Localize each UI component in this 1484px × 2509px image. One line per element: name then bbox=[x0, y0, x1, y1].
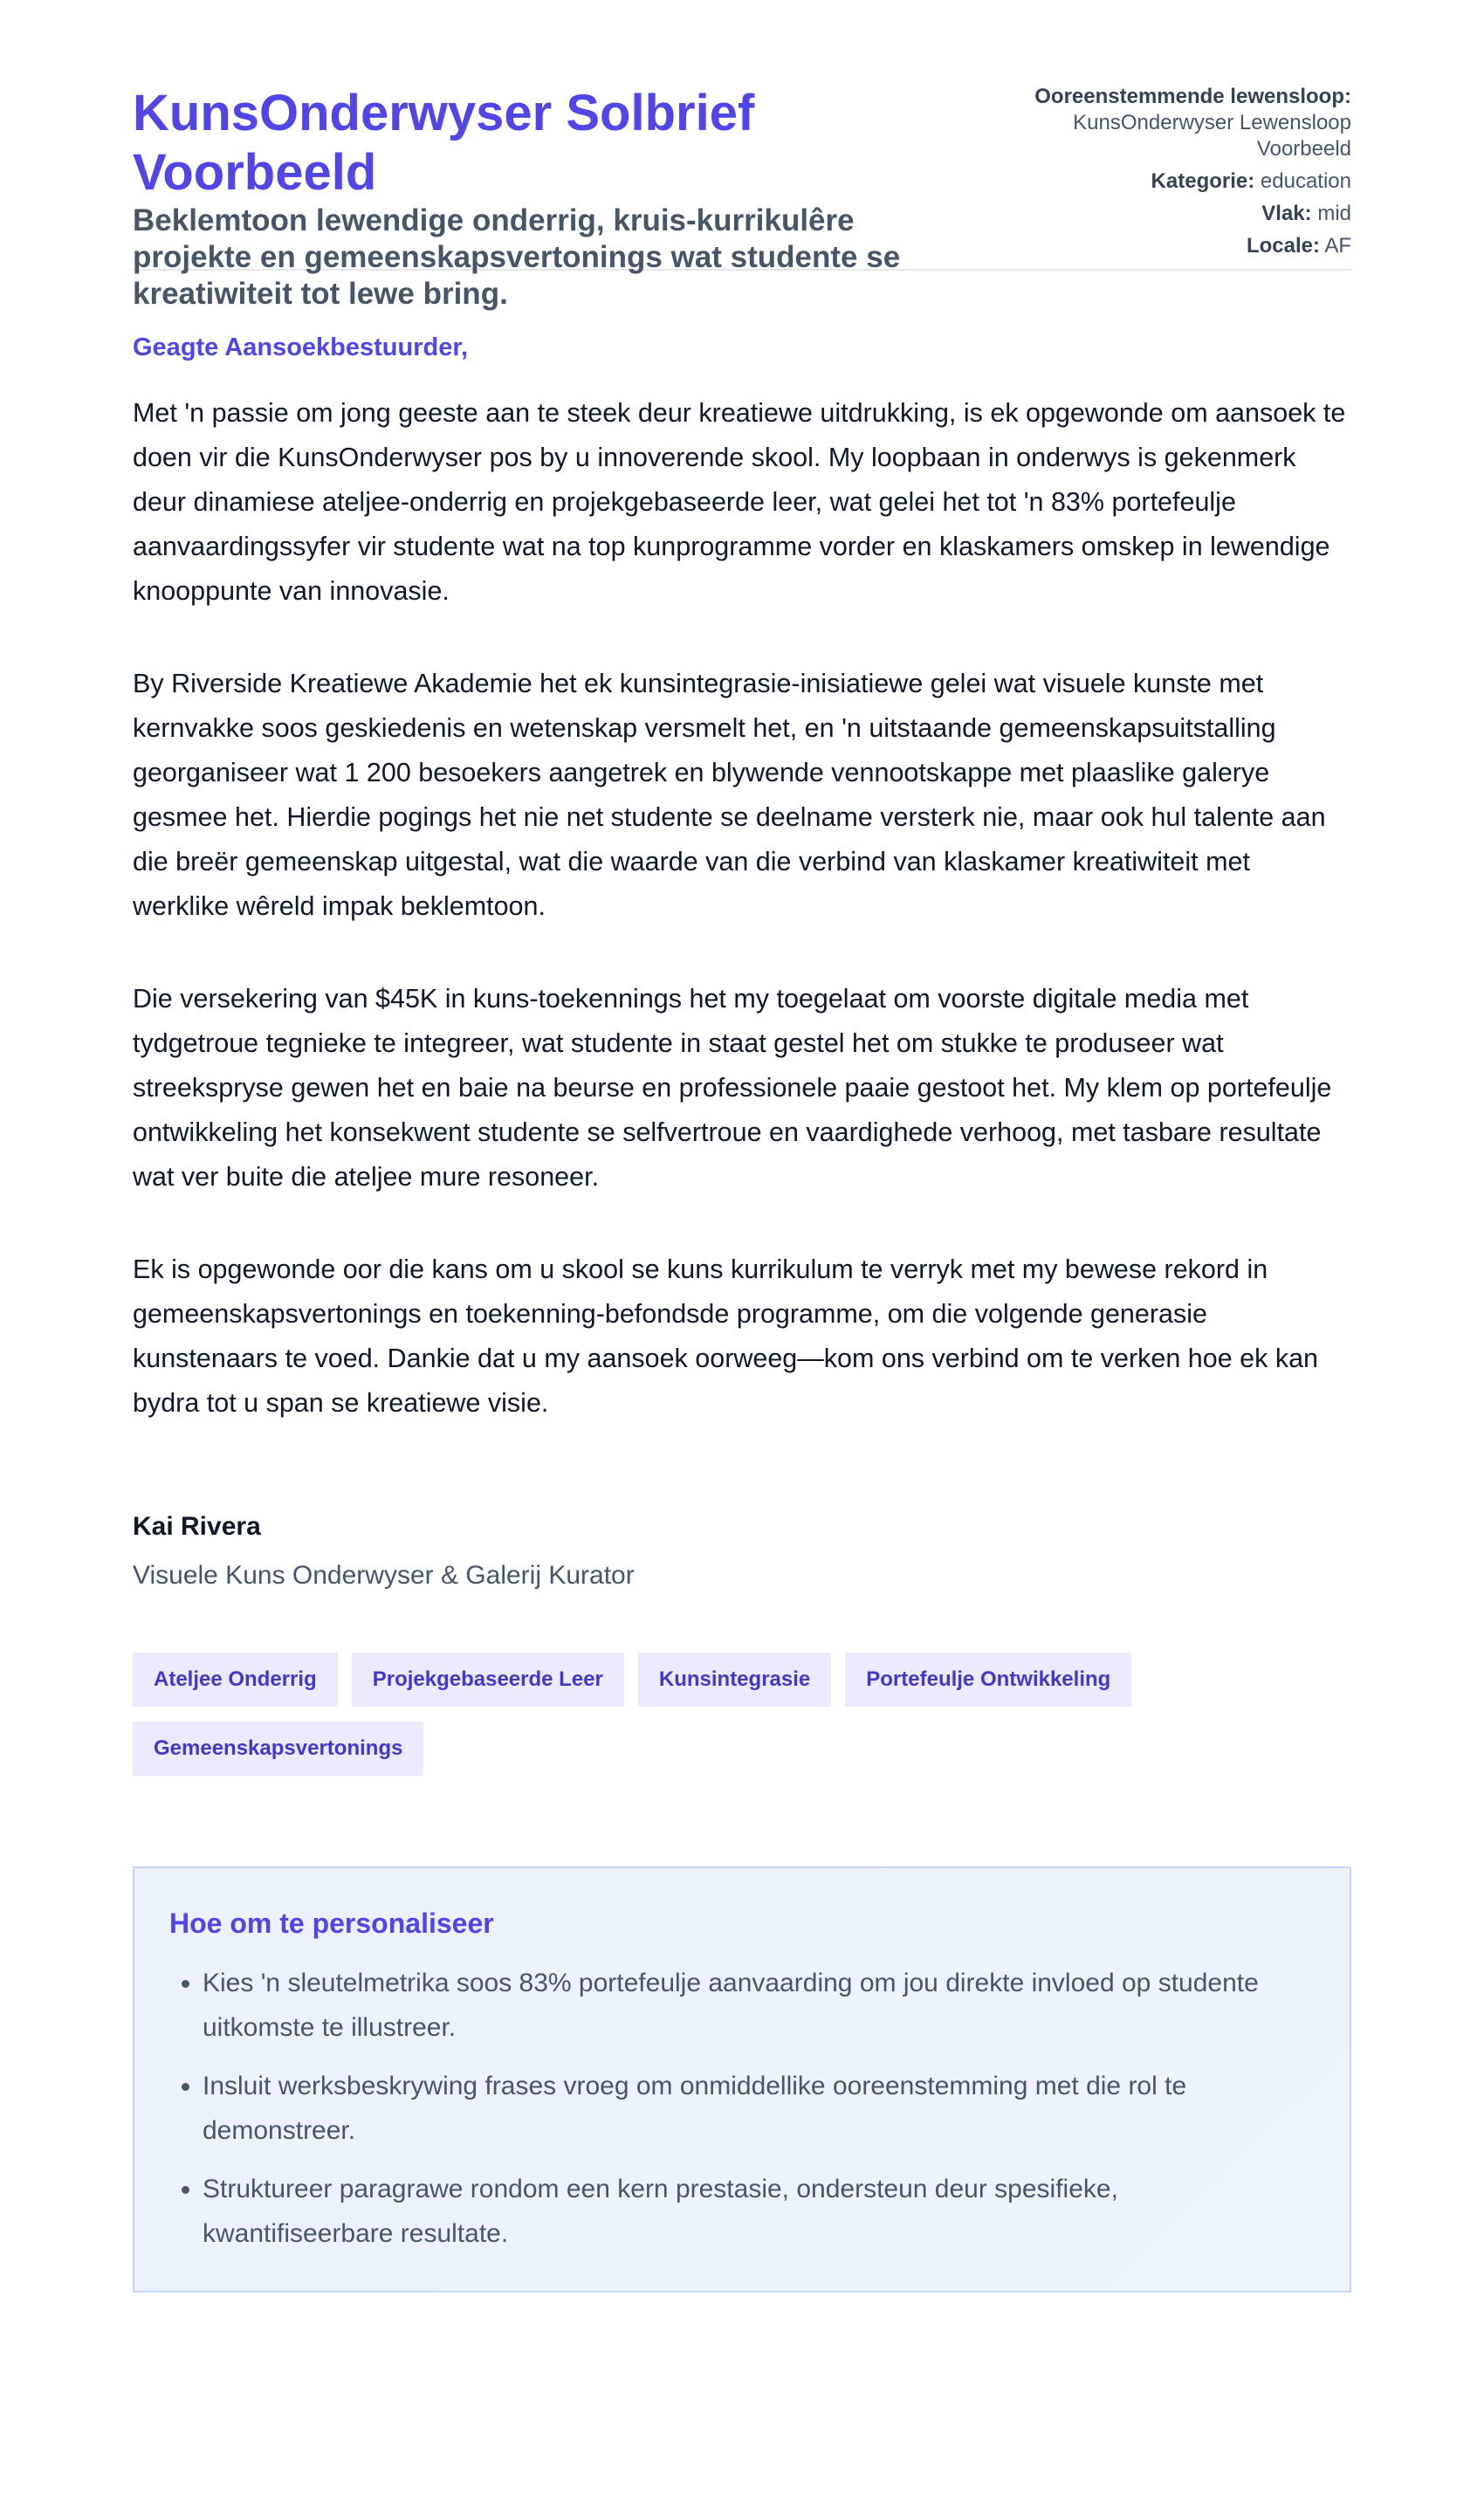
skill-tag: Ateljee Onderrig bbox=[133, 1653, 338, 1707]
meta-matching-resume-label: Ooreenstemmende lewensloop: bbox=[1034, 85, 1351, 108]
skill-tag: Portefeulje Ontwikkeling bbox=[845, 1653, 1131, 1707]
letter-body bbox=[133, 330, 1351, 1593]
personalization-tips bbox=[133, 1866, 1351, 2292]
page-subtitle: Beklemtoon lewendige onderrig, kruis-kurrikulêre projekte en gemeenskapsvertonings wat studente se kreatiwiteit tot lewe bring. bbox=[133, 203, 901, 311]
meta-level bbox=[985, 201, 1351, 227]
meta-level-label: Vlak: bbox=[1261, 202, 1312, 225]
meta-category-label: Kategorie: bbox=[1151, 169, 1255, 193]
tips-list bbox=[169, 1961, 1315, 2256]
skill-tag: Projekgebaseerde Leer bbox=[352, 1653, 624, 1707]
tips-item: • Kies 'n sleutelmetrika soos 83% portefeulje aanvaarding om jou direkte invloed op studente uitkomste te illustreer. bbox=[203, 1961, 1315, 2050]
header bbox=[133, 0, 1351, 311]
page-title: KunsOnderwyser Solbrief Voorbeeld bbox=[133, 85, 755, 201]
letter-greeting: Geagte Aansoekbestuurder, bbox=[133, 333, 469, 361]
signature-title: Visuele Kuns Onderwyser & Galerij Kurator bbox=[133, 1561, 635, 1590]
meta-locale-label: Locale: bbox=[1246, 234, 1320, 258]
meta-category-value: education bbox=[1260, 169, 1351, 193]
tips-heading: Hoe om te personaliseer bbox=[169, 1908, 494, 1939]
meta-matching-resume-value: KunsOnderwyser Lewensloop Voorbeeld bbox=[1073, 111, 1351, 161]
meta-level-value: mid bbox=[1317, 202, 1351, 225]
letter-paragraph: Met 'n passie om jong geeste aan te steek deur kreatiewe uitdrukking, is ek opgewonde om aansoek te doen vir die KunsOnderwyser pos by u innoverende skool. My loopbaan in onderwys is gekenmerk deur dinamiese ateljee-onderrig en projekgebaseerde leer, wat gelei het tot 'n 83% portefeulje aanvaardingssyfer vir studente wat na top kunprogramme vorder en klaskamers omskep in lewendige knooppunte van innovasie. bbox=[133, 398, 1346, 606]
tips-item: • Insluit werksbeskrywing frases vroeg om onmiddellike ooreenstemming met die rol te demonstreer. bbox=[203, 2064, 1315, 2153]
meta-locale bbox=[985, 233, 1351, 259]
skill-tags bbox=[133, 1653, 1351, 1776]
skill-tag: Gemeenskapsvertonings bbox=[133, 1722, 423, 1776]
letter-paragraph: Ek is opgewonde oor die kans om u skool se kuns kurrikulum te verryk met my bewese rekord in gemeenskapsvertonings en toekenning-befondsde programme, om die volgende generasie kunstenaars te voed. Dankie dat u my aansoek oorweeg—kom ons verbind om te verken hoe ek kan bydra tot u span se kreatiewe visie. bbox=[133, 1254, 1319, 1418]
skill-tag: Kunsintegrasie bbox=[638, 1653, 831, 1707]
letter-paragraph: Die versekering van $45K in kuns-toekennings het my toegelaat om voorste digitale media met tydgetroue tegnieke te integreer, wat studente in staat gestel het om stukke te produseer wat streekspryse gewen het en baie na beurse en professionele paaie gestoot het. My klem op portefeulje ontwikkeling het konsekwent studente se selfvertroue en vaardighede verhoog, met tasbare resultate wat ver buite die ateljee mure resoneer. bbox=[133, 984, 1332, 1192]
meta-panel bbox=[985, 84, 1351, 265]
letter-paragraph: By Riverside Kreatiewe Akademie het ek kunsintegrasie-inisiatiewe gelei wat visuele kunste met kernvakke soos geskiedenis en wetenskap versmelt het, en 'n uitstaande gemeenskapsuitstalling georganiseer wat 1 200 besoekers aangetrek en blywende vennootskappe met plaaslike galerye gesmee het. Hierdie pogings het nie net studente se deelname versterk nie, maar ook hul talente aan die breër gemeenskap uitgestal, wat die waarde van die verbind van klaskamer kreatiwiteit met werklike wêreld impak beklemtoon. bbox=[133, 669, 1326, 921]
meta-locale-value: AF bbox=[1324, 234, 1351, 258]
meta-matching-resume bbox=[985, 84, 1351, 162]
signature-name: Kai Rivera bbox=[133, 1512, 261, 1541]
tips-item: • Struktureer paragrawe rondom een kern prestasie, ondersteun deur spesifieke, kwantifiseerbare resultate. bbox=[203, 2167, 1315, 2256]
meta-category bbox=[985, 168, 1351, 195]
